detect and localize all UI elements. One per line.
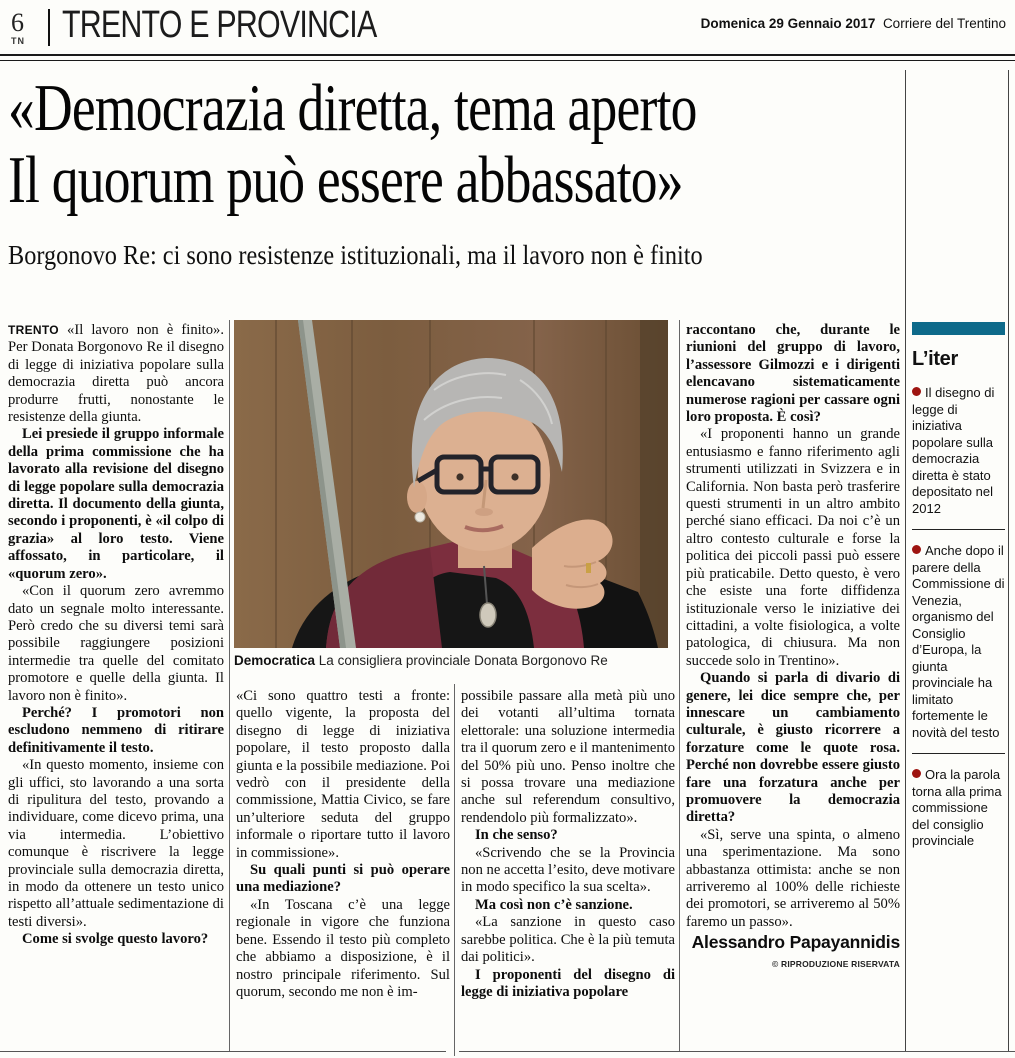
bullet-icon — [912, 769, 921, 778]
answer-paragraph: «In questo momento, insieme con gli uffici, sto lavorando a una sorta di ripulitura del testo, provando a individuare, come dicevo prima, una via intermedia. L’obiettivo comunque è riscrivere la legge provinciale sulla democrazia diretta, in modo da ottenere un testo unico rispetto all’attuale sedimentazione di testi diversi». — [8, 757, 224, 930]
section-title: TRENTO E PROVINCIA — [62, 4, 377, 46]
page-number: 6 — [11, 8, 24, 37]
column-rule-2 — [454, 684, 455, 1056]
headline-line1: «Democrazia diretta, tema aperto — [8, 71, 697, 145]
answer-paragraph: «La sanzione in questo caso sarebbe politica. Che è la più temuta dai politici». — [461, 914, 675, 966]
iter-items — [912, 385, 1005, 850]
question-paragraph: Lei presiede il gruppo informale della prima commissione che ha lavorato alla revisione del disegno di legge popolare sulla democrazia diretta. Il documento della giunta, secondo i proponenti, è «il colpo di grazia» al loro testo. Viene affossato, in particolare, il «quorum zero». — [8, 426, 224, 582]
question-paragraph: Come si svolge questo lavoro? — [22, 931, 209, 948]
header-rule-thin — [0, 60, 1015, 61]
answer-paragraph: «Scrivendo che se la Provincia non ne accetta l’esito, deve motivare in modo specifico la sua scelta». — [461, 844, 675, 896]
iter-item: Il disegno di legge di iniziativa popolare sulla democrazia diretta è stato depositato nel 2012 — [912, 385, 995, 516]
header-rule-thick — [0, 54, 1015, 56]
answer-paragraph: TRENTO «Il lavoro non è finito». Per Donata Borgonovo Re il disegno di legge di iniziativa popolare sulla democrazia diretta può ancora produrre frutti, nonostante le resistenze della giunta. — [8, 322, 224, 426]
byline: Alessandro Papayannidis — [691, 932, 900, 953]
iter-item: Anche dopo il parere della Commissione di Venezia, organismo del Consiglio d’Europa, la giunta provinciale ha limitato fortemente le novità del testo — [912, 529, 1005, 741]
answer-paragraph: «In Toscana c’è una legge regionale in vigore che funziona bene. Essendo il testo più completo che abbiamo a disposizione, è il nostro principale riferimento. Sul quorum, secondo me non è im- — [236, 896, 450, 1000]
question-paragraph: In che senso? — [475, 827, 558, 844]
answer-paragraph: «Con il quorum zero avremmo dato un segnale molto interessante. Però credo che su diversi temi sarà possibile raggiungere posizioni intermedie tra quelle del comitato promotore e quelle della giunta. Il lavoro non è finito». — [8, 583, 224, 704]
subhead: Borgonovo Re: ci sono resistenze istituzionali, ma il lavoro non è finito — [8, 240, 703, 270]
article-photo — [234, 320, 668, 648]
answer-paragraph: «I proponenti hanno un grande entusiasmo e fanno riferimento agli strumenti utilizzati in Svizzera e in California. Non basta però trasferire questi strumenti in un altro ambito perché siano efficaci. Da noi c’è un altro contesto culturale e forse la politica dei piccoli passi può essere più praticabile. Detto questo, è vero che esiste una forte diffidenza istituzionale verso le iniziative dei cittadini, a volte fisiologica, a volte patologica, di chiusura. Ma non succede solo in Trentino». — [686, 426, 900, 669]
answer-paragraph: «Ci sono quattro testi a fronte: quello vigente, la proposta del disegno di legge di iniziativa popolare, il testo proposto dalla giunta e la possibile mediazione. Poi vedrò con il presidente della commissione, Mattia Civico, se fare un’ulteriore seduta del gruppo informale o riportare tutto il lavoro in commissione». — [236, 688, 450, 861]
city-kicker: TRENTO — [8, 323, 68, 337]
column-rule-1 — [229, 320, 230, 1052]
question-paragraph: Quando si parla di divario di genere, lei dice sempre che, per innescare un cambiamento culturale, è giusto ricorrere a forzature come le quote rosa. Perché non dovrebbe essere giusto fare una forzatura anche per promuovere la democrazia diretta? — [686, 670, 900, 826]
sidebar-left-rule — [905, 70, 906, 1052]
question-paragraph: Perché? I promotori non escludono nemmeno di ritirare definitivamente il testo. — [8, 704, 224, 756]
bullet-icon — [912, 545, 921, 554]
question-paragraph: I proponenti del disegno di legge di iniziativa popolare — [461, 966, 675, 1000]
answer-paragraph: «Sì, serve una spinta, o almeno una sperimentazione. Ma sono abbastanza ottimista: anche se non arriveremo al 100% delle richieste dei promotori, se arriveremo al 50% faremo un passo». — [686, 826, 900, 930]
question-paragraph: Su quali punti si può operare una mediazione? — [236, 862, 450, 896]
headline-line2: Il quorum può essere abbassato» — [8, 143, 683, 217]
article-column-3 — [461, 688, 675, 1052]
iter-title: L’iter — [912, 348, 958, 370]
photo-caption — [234, 653, 674, 668]
photo-illustration — [234, 320, 668, 648]
dateline-date: Domenica 29 Gennaio 2017 — [700, 16, 876, 31]
photo-caption-label: Democratica — [234, 653, 316, 668]
copyright-notice: © RIPRODUZIONE RISERVATA — [771, 958, 900, 969]
photo-caption-text: La consigliera provinciale Donata Borgonovo Re — [315, 653, 608, 668]
question-paragraph: Ma così non c’è sanzione. — [475, 896, 633, 913]
edition-code: TN — [11, 36, 25, 46]
article-column-1 — [8, 322, 224, 1052]
headline — [8, 72, 900, 216]
sidebar-right-rule — [1008, 70, 1009, 1052]
article-column-4 — [686, 322, 900, 1052]
iter-sidebar — [912, 322, 1005, 850]
iter-item: Ora la parola torna alla prima commissione del consiglio provinciale — [912, 753, 1005, 850]
column-rule-3 — [679, 320, 680, 1052]
answer-paragraph: possibile passare alla metà più uno dei votanti all’ultima tornata elettorale: una soluzione intermedia tra il quorum zero e il mantenimento del 50% più uno. Penso inoltre che si possa trovare una mediazione anche sul referendum consultivo, rendendolo più formalizzato». — [461, 688, 675, 826]
bullet-icon — [912, 387, 921, 396]
dateline-newspaper: Corriere del Trentino — [882, 16, 1006, 31]
header-divider — [48, 9, 50, 46]
article-column-2 — [236, 688, 450, 1052]
question-paragraph: raccontano che, durante le riunioni del gruppo di lavoro, l’assessore Gilmozzi e i dirigenti elencavano sistematicamente numerose ragioni per cassare ogni loro proposta. È così? — [686, 322, 900, 426]
dateline — [701, 16, 1006, 31]
iter-accent-bar — [912, 322, 1005, 335]
